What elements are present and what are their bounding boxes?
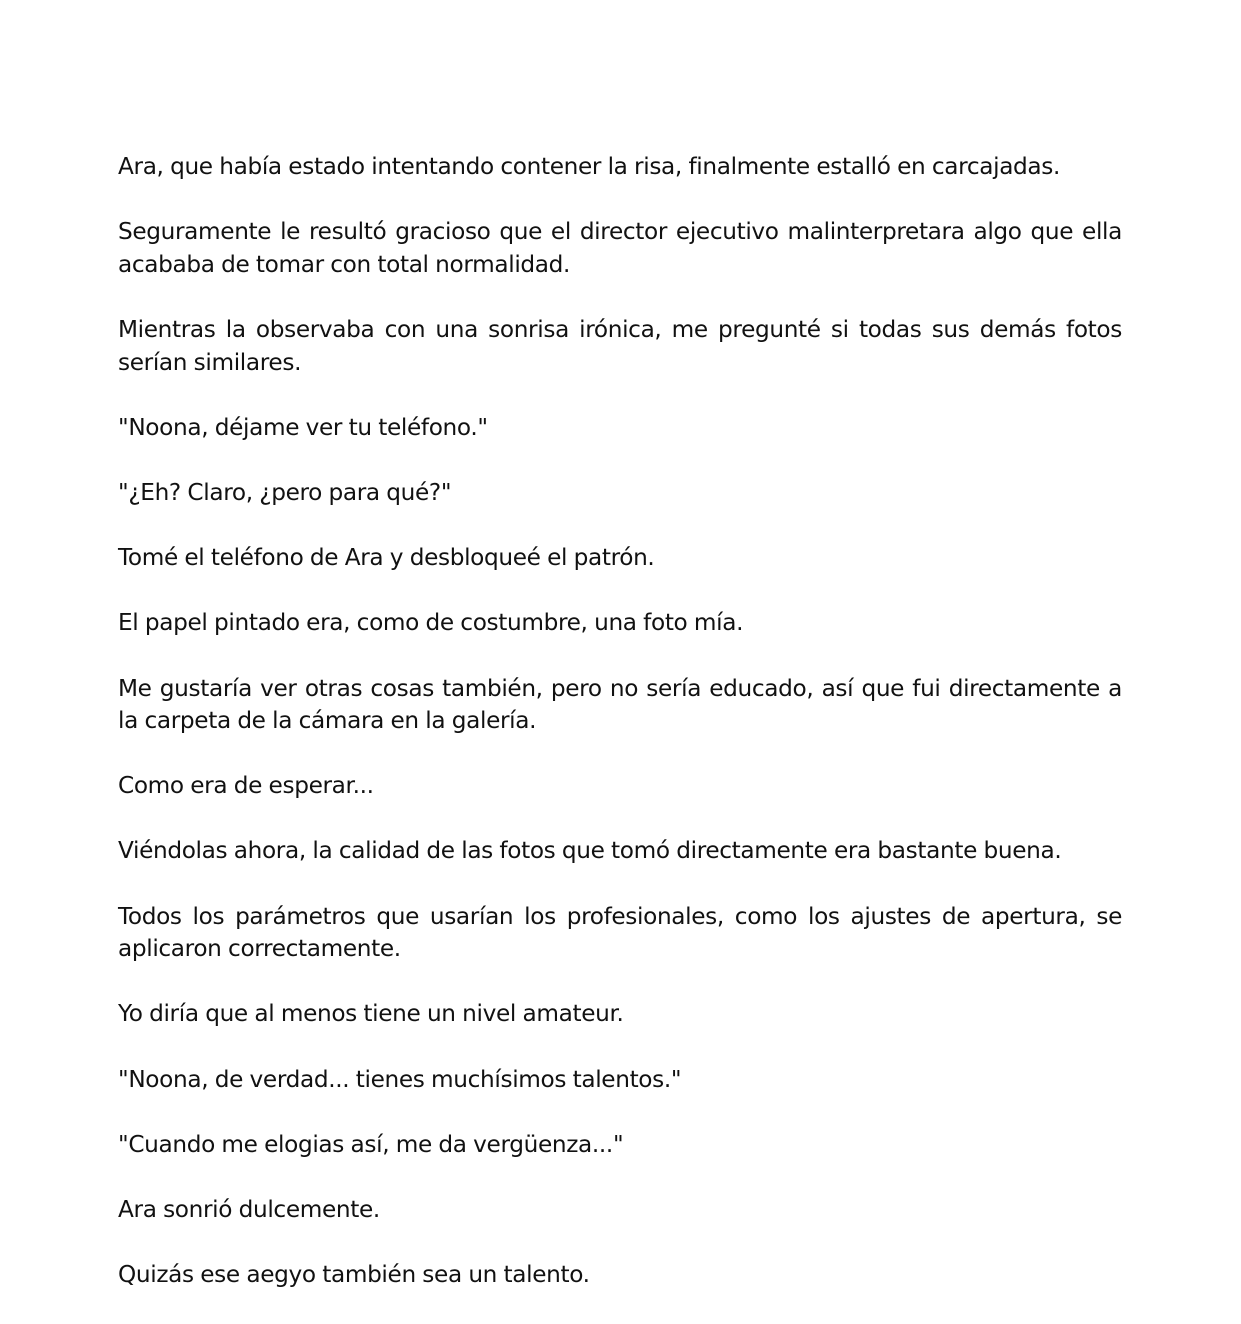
- paragraph: Como era de esperar...: [118, 772, 374, 800]
- paragraph: Tomé el teléfono de Ara y desbloqueé el patrón.: [118, 544, 655, 572]
- paragraph: Seguramente le resultó gracioso que el director ejecutivo malinterpretara algo que ella acababa de tomar con total normalidad.: [118, 218, 1122, 278]
- paragraph: "Noona, déjame ver tu teléfono.": [118, 413, 488, 441]
- paragraph: Mientras la observaba con una sonrisa irónica, me pregunté si todas sus demás fotos serían similares.: [118, 315, 1122, 376]
- paragraph: Ara, que había estado intentando contener la risa, finalmente estalló en carcajadas.: [118, 153, 1061, 180]
- paragraph: "¿Eh? Claro, ¿pero para qué?": [118, 478, 452, 506]
- paragraph: "Noona, de verdad... tienes muchísimos talentos.": [118, 1065, 682, 1093]
- paragraph: Ara sonrió dulcemente.: [118, 1196, 380, 1223]
- paragraph: Me gustaría ver otras cosas también, pero no sería educado, así que fui directamente a la carpeta de la cámara en la galería.: [118, 674, 1122, 735]
- paragraph: Todos los parámetros que usarían los profesionales, como los ajustes de apertura, se aplicaron correctamente.: [118, 902, 1122, 963]
- paragraph: Quizás ese aegyo también sea un talento.: [118, 1261, 590, 1289]
- paragraph: Yo diría que al menos tiene un nivel amateur.: [118, 1000, 624, 1028]
- paragraph: Viéndolas ahora, la calidad de las fotos que tomó directamente era bastante buena.: [118, 837, 1062, 865]
- paragraph: El papel pintado era, como de costumbre, una foto mía.: [118, 609, 744, 637]
- document-page: [118, 151, 1122, 1324]
- paragraph: "Cuando me elogias así, me da vergüenza...": [118, 1130, 624, 1158]
